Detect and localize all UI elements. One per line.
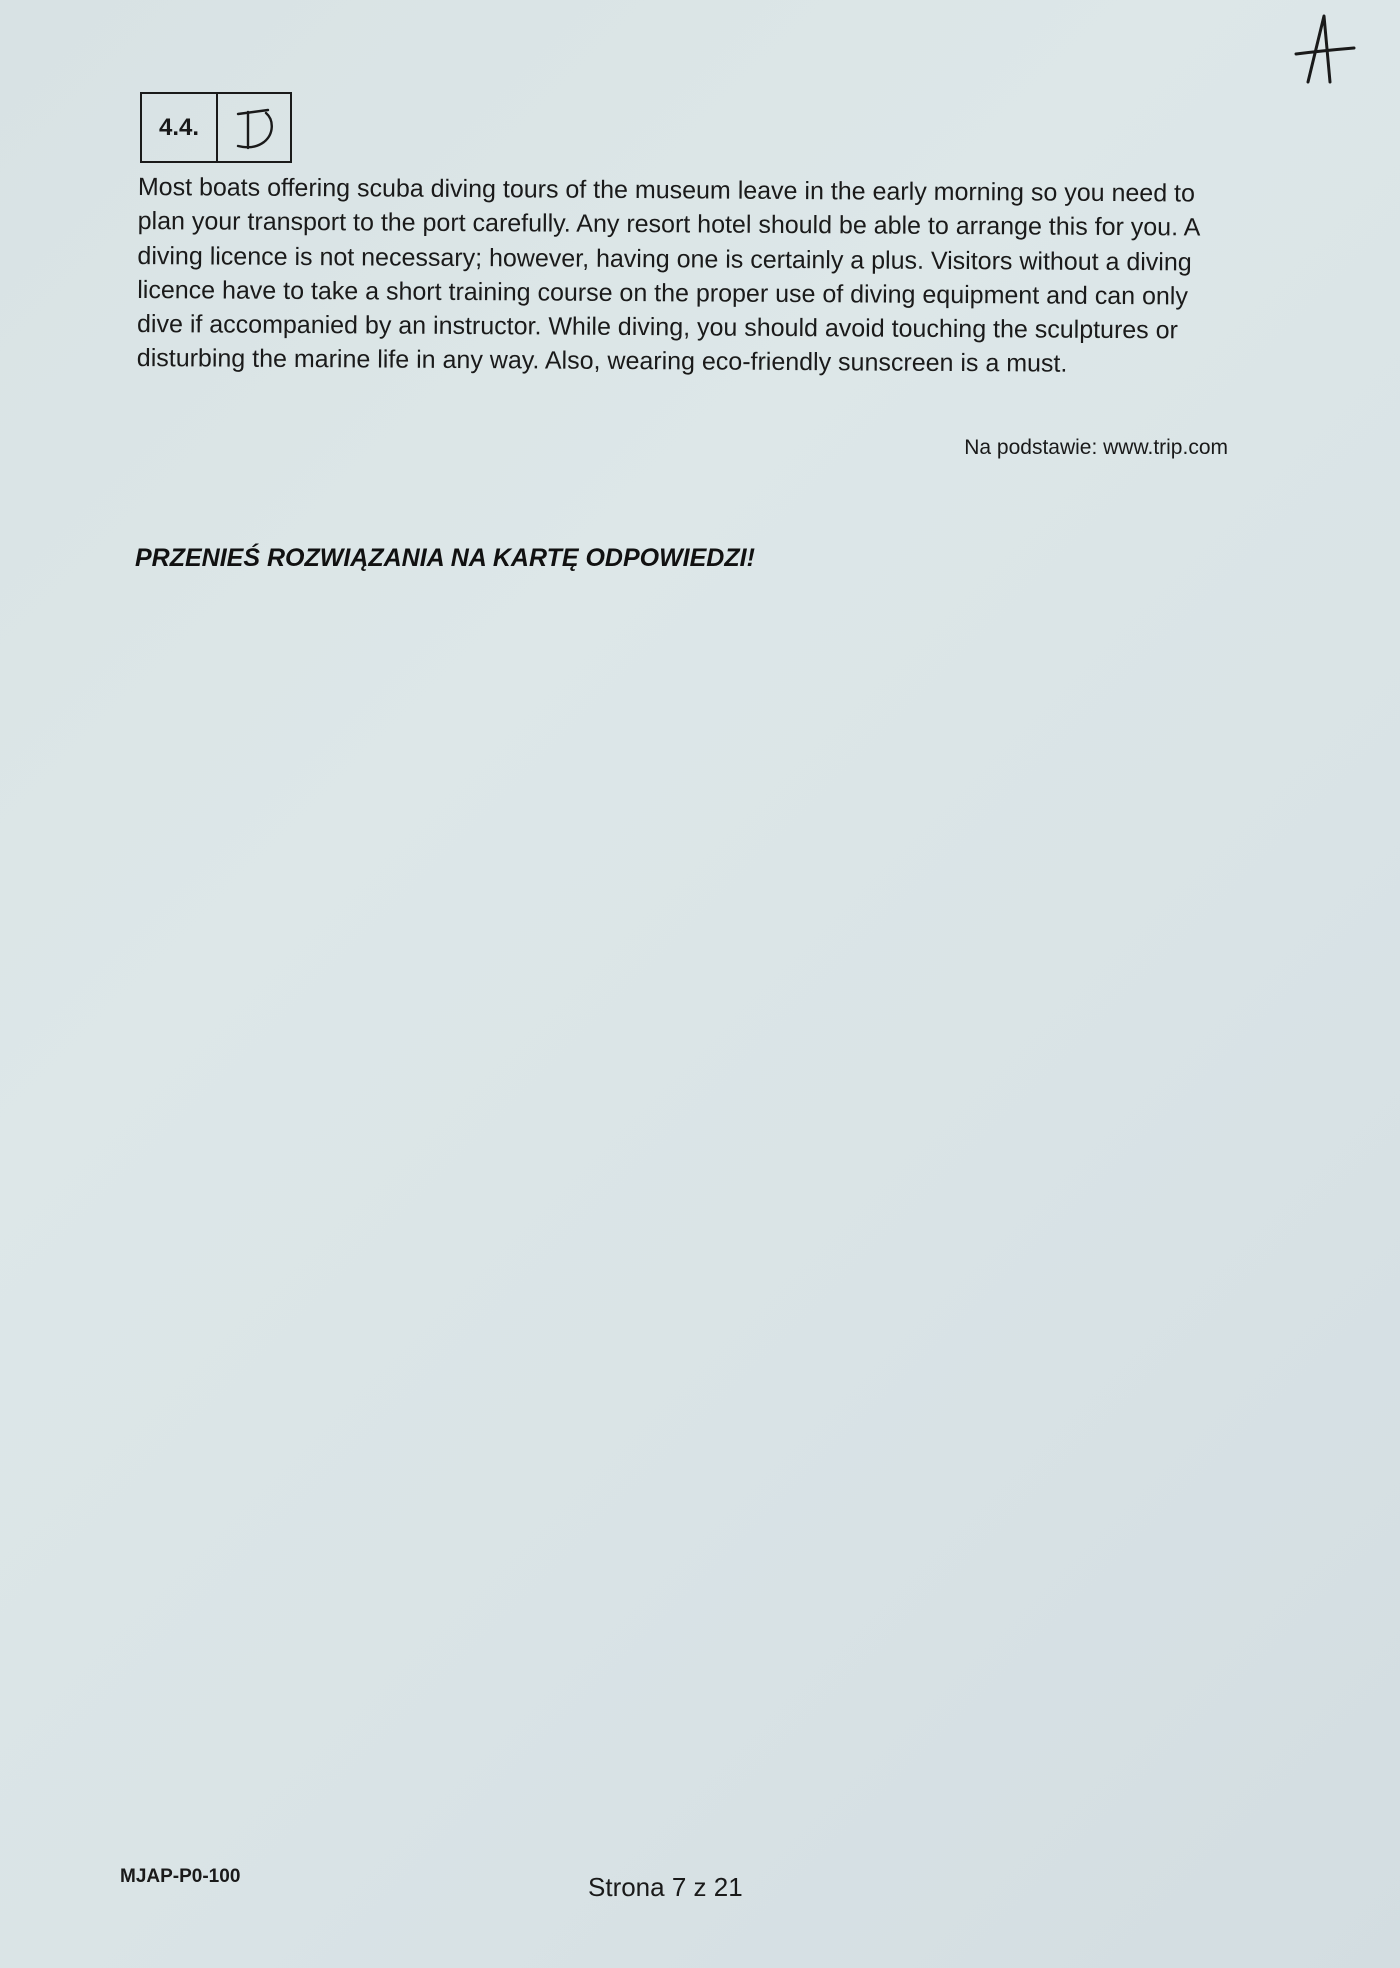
handwritten-letter-a-mark xyxy=(1290,8,1360,88)
source-citation: Na podstawie: www.trip.com xyxy=(964,436,1228,459)
handwritten-answer-d-icon xyxy=(224,100,284,156)
task-answer-box xyxy=(140,92,292,163)
exam-code: MJAP-P0-100 xyxy=(120,1866,241,1887)
task-number: 4.4. xyxy=(142,94,218,161)
transfer-answers-instruction: PRZENIEŚ ROZWIĄZANIA NA KARTĘ ODPOWIEDZI! xyxy=(135,544,755,572)
passage-text: Most boats offering scuba diving tours of the museum leave in the early morning so you need to plan your transport to the port carefully. Any resort hotel should be able to arrange this for you. A diving licence is not necessary; however, having one is certainly a plus. Visitors without a diving licence have to take a short training course on the proper use of diving equipment and can only dive if accompanied by an instructor. While diving, you should avoid touching the sculptures or disturbing the marine life in any way. Also, wearing eco-friendly sunscreen is a must. xyxy=(136,172,1200,379)
task-answer-field[interactable] xyxy=(218,94,290,161)
page-number: Strona 7 z 21 xyxy=(588,1872,743,1902)
